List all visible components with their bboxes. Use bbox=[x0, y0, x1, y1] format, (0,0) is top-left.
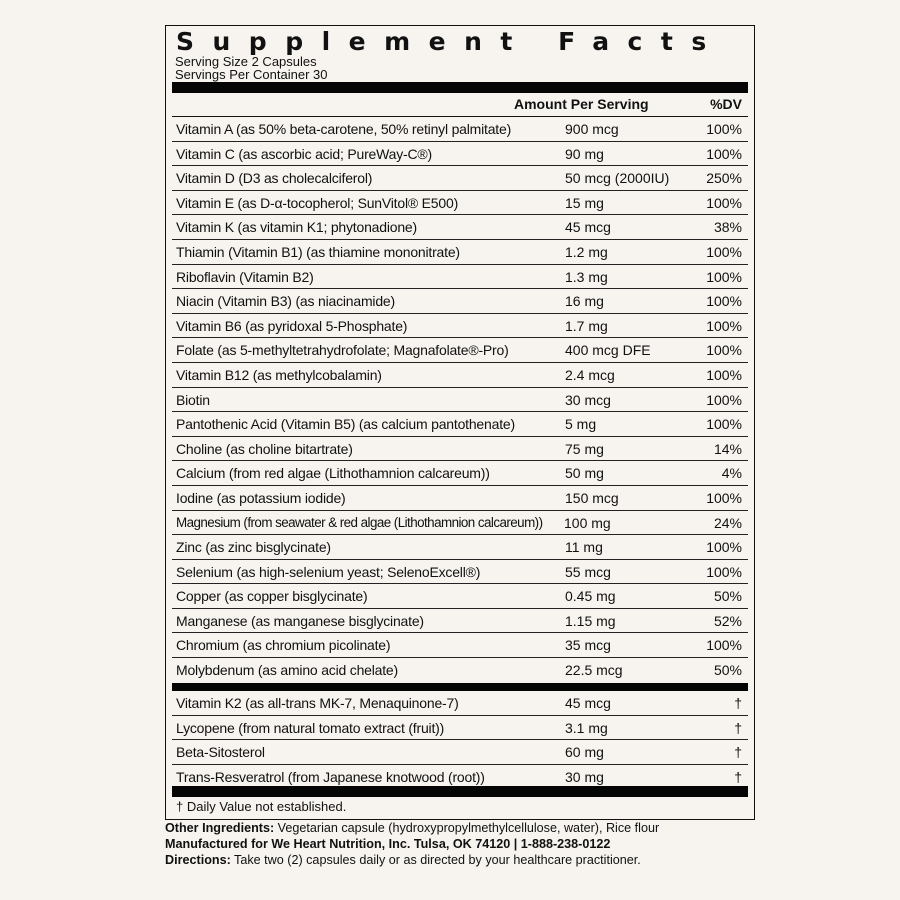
nutrient-amount: 1.3 mg bbox=[565, 268, 608, 285]
nutrient-dv: 100% bbox=[706, 539, 742, 556]
table-row bbox=[172, 437, 748, 462]
nutrient-dv: 100% bbox=[706, 243, 742, 260]
nutrient-dv: † bbox=[734, 768, 742, 785]
table-row bbox=[172, 560, 748, 585]
nutrient-amount: 2.4 mcg bbox=[565, 366, 615, 383]
nutrient-amount: 30 mcg bbox=[565, 391, 611, 408]
column-dv-header: %DV bbox=[710, 96, 742, 112]
nutrient-amount: 55 mcg bbox=[565, 563, 611, 580]
nutrient-amount: 45 mcg bbox=[565, 695, 611, 711]
nutrient-name: Vitamin E (as D-α-tocopherol; SunVitol® E500) bbox=[176, 194, 459, 211]
nutrient-dv: 24% bbox=[713, 514, 742, 531]
nutrient-name: Magnesium (from seawater & red algae (Lithothamnion calcareum)) bbox=[176, 514, 543, 530]
nutrient-name: Vitamin D (D3 as cholecalciferol) bbox=[176, 170, 373, 187]
nutrient-dv: 100% bbox=[706, 563, 742, 580]
nutrient-dv: 100% bbox=[706, 293, 742, 310]
directions-label: Directions: bbox=[165, 853, 231, 867]
nutrient-dv: 100% bbox=[706, 145, 742, 162]
table-row bbox=[172, 412, 748, 437]
table-row bbox=[172, 486, 748, 511]
table-row bbox=[172, 265, 748, 290]
column-header-row bbox=[172, 93, 748, 117]
nutrient-amount: 45 mcg bbox=[565, 219, 611, 236]
table-row bbox=[172, 740, 748, 765]
table-row bbox=[172, 142, 748, 167]
table-row bbox=[172, 691, 748, 716]
nutrient-dv: † bbox=[734, 744, 742, 761]
manufacturer-text: Manufactured for We Heart Nutrition, Inc. Tulsa, OK 74120 | 1-888-238-0122 bbox=[165, 837, 611, 851]
nutrient-dv: 52% bbox=[713, 612, 742, 629]
nutrient-amount: 35 mcg bbox=[565, 637, 611, 654]
nutrient-name: Niacin (Vitamin B3) (as niacinamide) bbox=[176, 293, 395, 310]
nutrient-name: Molybdenum (as amino acid chelate) bbox=[176, 662, 398, 679]
nutrient-name: Vitamin K (as vitamin K1; phytonadione) bbox=[176, 219, 417, 236]
nutrient-amount: 30 mg bbox=[565, 768, 604, 785]
manufacturer-line bbox=[165, 837, 610, 852]
column-amount-header: Amount Per Serving bbox=[514, 96, 649, 112]
nutrient-dv: 50% bbox=[713, 588, 742, 605]
nutrient-name: Folate (as 5-methyltetrahydrofolate; Magnafolate®-Pro) bbox=[176, 342, 509, 359]
nutrient-dv: 250% bbox=[706, 170, 742, 187]
nutrient-amount: 11 mg bbox=[565, 539, 603, 556]
footnote: † Daily Value not established. bbox=[176, 799, 347, 814]
table-row bbox=[172, 338, 748, 363]
supplement-facts-panel bbox=[165, 25, 755, 820]
nutrient-dv: 100% bbox=[706, 268, 742, 285]
table-row bbox=[172, 166, 748, 191]
table-row bbox=[172, 289, 748, 314]
nutrient-amount: 900 mcg bbox=[565, 121, 619, 137]
nutrient-name: Pantothenic Acid (Vitamin B5) (as calcium pantothenate) bbox=[176, 416, 515, 433]
other-ingredients-label: Other Ingredients: bbox=[165, 821, 275, 835]
serving-size: Serving Size 2 Capsules bbox=[175, 54, 317, 69]
table-row bbox=[172, 633, 748, 658]
nutrient-amount: 50 mcg (2000IU) bbox=[565, 170, 670, 187]
top-divider-bar bbox=[172, 82, 748, 93]
nutrient-amount: 15 mg bbox=[565, 194, 604, 211]
other-ingredients bbox=[165, 821, 659, 836]
nutrient-name: Beta-Sitosterol bbox=[176, 744, 265, 761]
table-row bbox=[172, 535, 748, 560]
nutrient-name: Selenium (as high-selenium yeast; SelenoExcell®) bbox=[176, 563, 481, 580]
nutrient-name: Calcium (from red algae (Lithothamnion calcareum)) bbox=[176, 465, 490, 482]
nutrient-dv: 100% bbox=[706, 121, 742, 137]
directions-text: Take two (2) capsules daily or as directed by your healthcare practitioner. bbox=[230, 853, 641, 867]
table-row bbox=[172, 658, 748, 683]
nutrient-name: Lycopene (from natural tomato extract (fruit)) bbox=[176, 719, 445, 736]
nutrient-name: Choline (as choline bitartrate) bbox=[176, 440, 353, 457]
other-ingredients-text: Vegetarian capsule (hydroxypropylmethylcellulose, water), Rice flour bbox=[274, 821, 660, 835]
nutrient-dv: 50% bbox=[713, 662, 742, 679]
nutrient-name: Iodine (as potassium iodide) bbox=[176, 489, 346, 506]
servings-per-container: Servings Per Container 30 bbox=[175, 67, 328, 82]
nutrient-dv: 100% bbox=[706, 637, 742, 654]
nutrient-dv: 38% bbox=[713, 219, 742, 236]
nutrient-dv: † bbox=[734, 719, 742, 736]
nutrient-dv: 100% bbox=[706, 342, 742, 359]
nutrient-name: Manganese (as manganese bisglycinate) bbox=[176, 612, 424, 629]
table-row bbox=[172, 461, 748, 486]
nutrient-amount: 3.1 mg bbox=[565, 719, 608, 736]
nutrient-name: Zinc (as zinc bisglycinate) bbox=[176, 539, 331, 556]
table-row bbox=[172, 117, 748, 142]
nutrient-dv: 14% bbox=[713, 440, 742, 457]
middle-divider-bar bbox=[172, 683, 748, 691]
nutrient-amount: 1.15 mg bbox=[565, 612, 616, 629]
table-row bbox=[172, 388, 748, 413]
nutrient-dv: 100% bbox=[706, 194, 742, 211]
nutrient-amount: 100 mg bbox=[564, 514, 611, 531]
nutrient-amount: 150 mcg bbox=[565, 489, 619, 506]
nutrient-amount: 1.2 mg bbox=[565, 243, 608, 260]
nutrient-amount: 1.7 mg bbox=[565, 317, 608, 334]
directions bbox=[165, 853, 641, 868]
nutrient-name: Vitamin B6 (as pyridoxal 5-Phosphate) bbox=[176, 317, 408, 334]
nutrient-table bbox=[172, 117, 748, 683]
table-row bbox=[172, 191, 748, 216]
table-row bbox=[172, 716, 748, 741]
nutrient-name: Vitamin K2 (as all-trans MK-7, Menaquinone-7) bbox=[176, 695, 459, 711]
nutrient-amount: 22.5 mcg bbox=[565, 662, 623, 679]
panel-title: Supplement Facts bbox=[176, 27, 725, 56]
table-row bbox=[172, 215, 748, 240]
nutrient-amount: 75 mg bbox=[565, 440, 604, 457]
nutrient-amount: 16 mg bbox=[565, 293, 604, 310]
nutrient-name: Vitamin B12 (as methylcobalamin) bbox=[176, 366, 382, 383]
nutrient-dv: 100% bbox=[706, 391, 742, 408]
other-nutrient-table bbox=[172, 691, 748, 789]
nutrient-amount: 0.45 mg bbox=[565, 588, 616, 605]
nutrient-amount: 60 mg bbox=[565, 744, 604, 761]
nutrient-amount: 5 mg bbox=[565, 416, 597, 433]
nutrient-dv: 100% bbox=[706, 366, 742, 383]
bottom-divider-bar bbox=[172, 786, 748, 797]
nutrient-dv: 100% bbox=[706, 416, 742, 433]
nutrient-name: Trans-Resveratrol (from Japanese knotwood (root)) bbox=[176, 768, 485, 785]
nutrient-name: Riboflavin (Vitamin B2) bbox=[176, 268, 314, 285]
nutrient-dv: † bbox=[734, 695, 742, 711]
table-row bbox=[172, 511, 748, 536]
nutrient-name: Vitamin C (as ascorbic acid; PureWay-C®) bbox=[176, 145, 432, 162]
nutrient-name: Biotin bbox=[176, 391, 210, 408]
table-row bbox=[172, 314, 748, 339]
nutrient-dv: 100% bbox=[706, 489, 742, 506]
nutrient-dv: 4% bbox=[721, 465, 742, 482]
nutrient-name: Chromium (as chromium picolinate) bbox=[176, 637, 391, 654]
nutrient-name: Thiamin (Vitamin B1) (as thiamine mononitrate) bbox=[176, 243, 460, 260]
table-row bbox=[172, 240, 748, 265]
nutrient-name: Vitamin A (as 50% beta-carotene, 50% retinyl palmitate) bbox=[176, 121, 512, 137]
nutrient-amount: 400 mcg DFE bbox=[565, 342, 651, 359]
nutrient-amount: 50 mg bbox=[565, 465, 604, 482]
nutrient-name: Copper (as copper bisglycinate) bbox=[176, 588, 368, 605]
table-row bbox=[172, 363, 748, 388]
nutrient-amount: 90 mg bbox=[565, 145, 604, 162]
nutrient-dv: 100% bbox=[706, 317, 742, 334]
table-row bbox=[172, 584, 748, 609]
table-row bbox=[172, 609, 748, 634]
